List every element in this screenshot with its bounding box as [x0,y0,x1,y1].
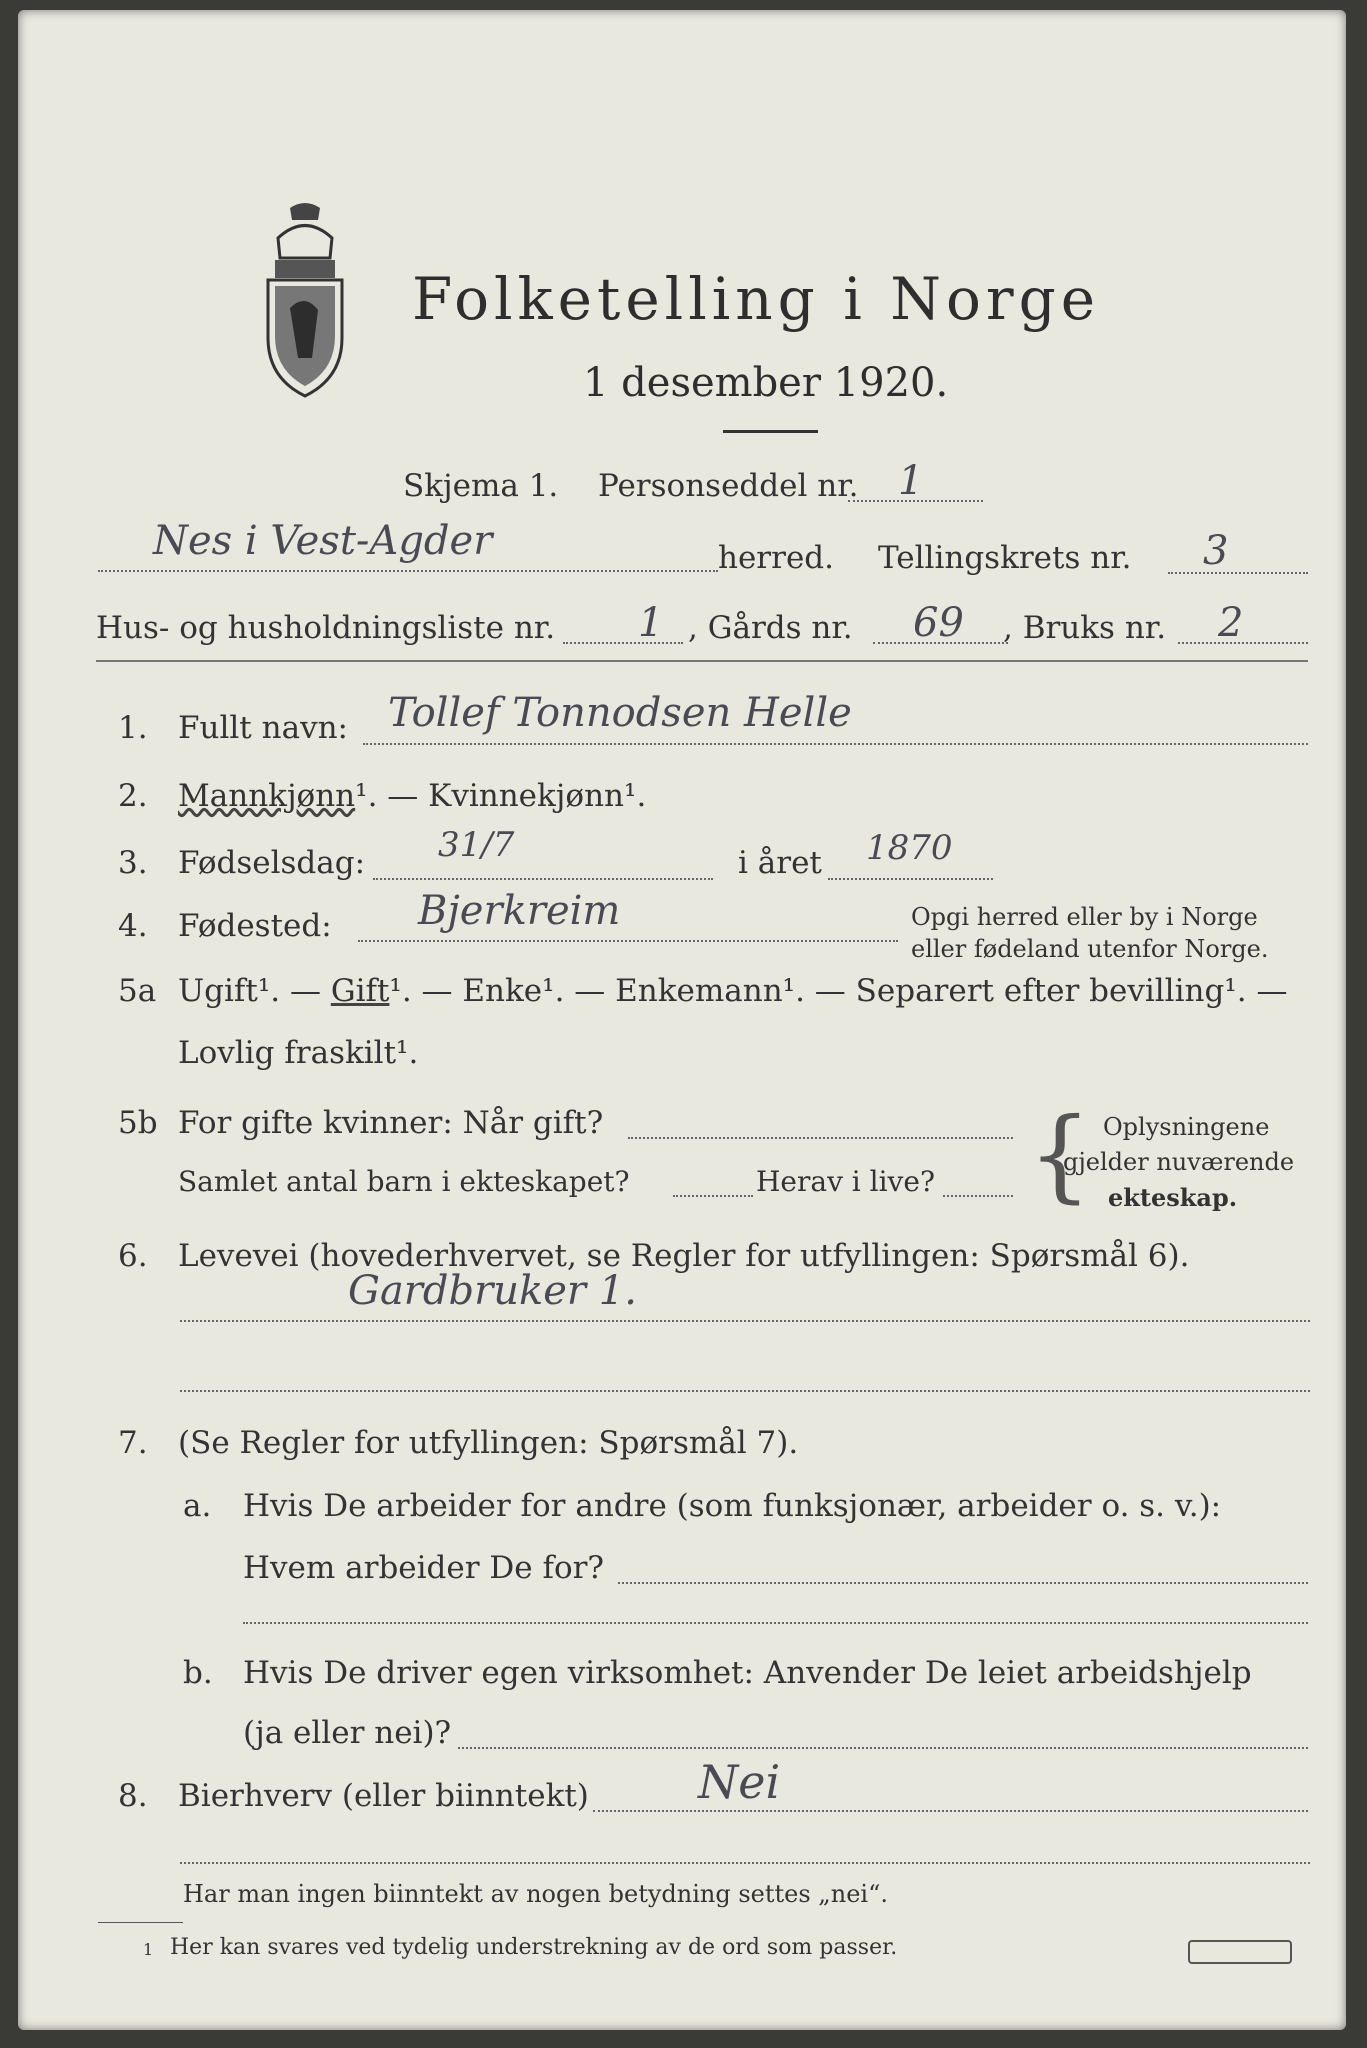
krets-label: Tellingskrets nr. [878,540,1132,576]
q6-field-line2 [180,1390,1310,1392]
q5b-note2: gjelder nuværende [1063,1148,1295,1176]
q5a-text2: ¹. — Enke¹. — Enkemann¹. — Separert efter bevilling¹. — [389,973,1288,1009]
hus-label: Hus- og husholdningsliste nr. [96,610,556,646]
q8-field-line2 [180,1862,1310,1864]
q7b-text: Hvis De driver egen virksomhet: Anvender De leiet arbeidshjelp [243,1655,1252,1691]
q7a-text2: Hvem arbeider De for? [243,1550,605,1586]
q7a-text: Hvis De arbeider for andre (som funksjonær, arbeider o. s. v.): [243,1488,1222,1524]
q4-birthplace-value[interactable]: Bjerkreim [418,888,621,934]
q5a-gift-option[interactable]: Gift [330,973,390,1009]
q5b-number: 5b [118,1105,158,1141]
q8-field-line [593,1810,1308,1812]
q8-number: 8. [118,1778,148,1814]
krets-value[interactable]: 3 [1203,528,1229,574]
q5b-label1: For gifte kvinner: Når gift? [178,1105,604,1141]
title-divider [723,430,818,433]
q1-field-line [363,743,1308,745]
herred-value[interactable]: Nes i Vest-Agder [153,518,493,564]
q6-number: 6. [118,1238,148,1274]
coat-of-arms-emblem [250,198,360,398]
q3-number: 3. [118,845,148,881]
q2-sep: ¹. — [355,778,429,814]
section-divider [96,660,1308,662]
q4-note-line1: Opgi herred eller by i Norge [911,903,1258,931]
q4-label: Fødested: [178,908,332,944]
q7b-text2: (ja eller nei)? [243,1715,452,1751]
person-number-value[interactable]: 1 [898,458,924,504]
q1-number: 1. [118,710,148,746]
q6-label: Levevei (hovederhvervet, se Regler for utfyllingen: Spørsmål 6). [178,1238,1190,1274]
q2-female-option[interactable]: Kvinnekjønn [428,778,625,814]
q5a-text3: Lovlig fraskilt¹. [178,1035,419,1071]
printer-stamp [1188,1940,1292,1964]
q7a-field-line2 [243,1622,1308,1624]
footer-note: Har man ingen biinntekt av nogen betydning settes „nei“. [183,1880,888,1908]
q4-number: 4. [118,908,148,944]
q2-end: ¹. [624,778,647,814]
q5b-brace: { [1028,1096,1092,1213]
q6-field-line1 [180,1320,1310,1322]
q5a-number: 5a [118,973,157,1009]
q3-year-line [828,878,993,880]
q7b-letter: b. [183,1655,213,1691]
q8-value[interactable]: Nei [698,1755,781,1809]
q7a-field-line [618,1582,1308,1584]
q7-label: (Se Regler for utfyllingen: Spørsmål 7). [178,1425,799,1461]
q5a-text1: Ugift¹. — [178,973,331,1009]
q5b-married-line [628,1137,1013,1139]
q3-day-line [373,878,713,880]
person-label: Personseddel nr. [598,468,859,504]
form-title: Folketelling i Norge [412,265,1101,333]
bruks-label: , Bruks nr. [1003,610,1167,646]
q2-male-option[interactable]: Mannkjønn [178,778,356,814]
q3-year-label: i året [738,845,822,881]
q5b-note1: Oplysningene [1103,1113,1270,1141]
q7-number: 7. [118,1425,148,1461]
herred-field-line [98,570,718,572]
q5b-alive-line [943,1195,1013,1197]
schema-label: Skjema 1. [403,468,559,504]
q5b-note3: ekteskap. [1108,1183,1238,1212]
q6-occupation-value[interactable]: Gardbruker 1. [348,1268,637,1314]
q7b-field-line [458,1747,1308,1749]
footnote-number: 1 [143,1940,154,1959]
footnote-divider [98,1922,183,1923]
q3-year-value[interactable]: 1870 [866,828,953,868]
hus-value[interactable]: 1 [638,600,664,646]
q2-number: 2. [118,778,148,814]
bruks-value[interactable]: 2 [1218,600,1244,646]
q3-day-value[interactable]: 31/7 [438,825,515,865]
footnote-text: Her kan svares ved tydelig understrekning av de ord som passer. [170,1935,898,1960]
krets-field-line [1168,572,1308,574]
gards-label: , Gårds nr. [688,610,853,646]
q5b-label2: Samlet antal barn i ekteskapet? [178,1165,630,1198]
q3-label: Fødselsdag: [178,845,366,881]
q1-label: Fullt navn: [178,710,348,746]
q7a-letter: a. [183,1488,212,1524]
q5a-options [178,973,1287,1009]
census-form [18,10,1346,2030]
herred-label: herred. [718,540,834,576]
q1-name-value[interactable]: Tollef Tonnodsen Helle [388,690,852,736]
q2-text [178,778,646,814]
gards-value[interactable]: 69 [913,600,964,646]
q5b-children-line [673,1195,753,1197]
hus-field-line [563,642,683,644]
census-date: 1 desember 1920. [583,360,949,406]
q5b-label3: Herav i live? [756,1165,935,1198]
q4-field-line [358,940,898,942]
q4-note-line2: eller fødeland utenfor Norge. [911,935,1269,963]
q8-label: Bierhverv (eller biinntekt) [178,1778,589,1814]
